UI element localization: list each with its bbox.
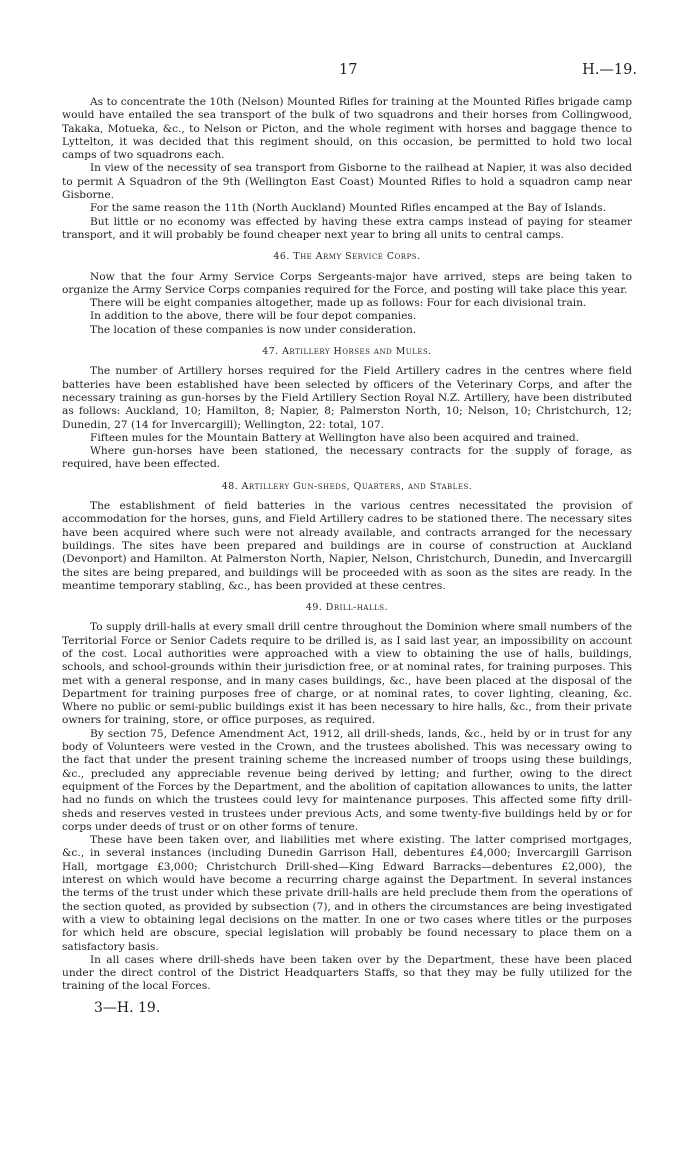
body-paragraph: As to concentrate the 10th (Nelson) Mounted Rifles for training at the Mounted Rifles brigade camp would have entailed the sea transport of the bulk of two squadrons and their horses from Collingwood, Takaka, Motueka, &c., to Nelson or Picton, and the whole regiment with horses and baggage thence to Lyttelton, it was decided that this regiment should, on this occasion, be permitted to hold two local camps of two squadrons each.	[62, 96, 632, 162]
section-heading: 48. Artillery Gun-sheds, Quarters, and Stables.	[221, 480, 473, 492]
body-paragraph: The location of these companies is now under consideration.	[90, 323, 417, 336]
body-paragraph: For the same reason the 11th (North Auckland) Mounted Rifles encamped at the Bay of Islands.	[90, 202, 607, 215]
sheet-mark: 3—H. 19.	[94, 999, 161, 1016]
body-paragraph: There will be eight companies altogether, made up as follows: Four for each divisional train.	[90, 297, 587, 310]
document-reference: H.—19.	[582, 62, 637, 78]
document-page	[62, 62, 637, 1016]
body-paragraph: But little or no economy was effected by having these extra camps instead of paying for steamer transport, and it will probably be found cheaper next year to bring all units to central camps.	[62, 215, 632, 241]
document-body	[62, 96, 632, 994]
page-header	[62, 62, 637, 84]
section-heading: 46. The Army Service Corps.	[273, 251, 421, 263]
body-paragraph: In addition to the above, there will be four depot companies.	[90, 310, 417, 323]
body-paragraph: These have been taken over, and liabilities met where existing. The latter comprised mortgages, &c., in several instances (including Dunedin Garrison Hall, debentures £4,000; Invercargill Garrison Hall, mortgage £3,000; Christchurch Drill-shed—King Edward Barracks—debentures £2,000), the interest on which would have become a recurring charge against the Department. In several instances the terms of the trust under which these private drill-halls are held preclude them from the operations of the section quoted, as provided by subsection (7), and in others the circumstances are being investigated with a view to obtaining legal decisions on the matter. In one or two cases where titles or the purposes for which held are obscure, special legislation will probably be found necessary to place them on a satisfactory basis.	[62, 834, 632, 953]
body-paragraph: Now that the four Army Service Corps Sergeants-major have arrived, steps are being taken to organize the Army Service Corps companies required for the Force, and posting will take place this year.	[62, 270, 632, 296]
section-heading: 47. Artillery Horses and Mules.	[262, 346, 432, 358]
body-paragraph: Where gun-horses have been stationed, the necessary contracts for the supply of forage, as required, have been effected.	[62, 445, 632, 471]
body-paragraph: In view of the necessity of sea transport from Gisborne to the railhead at Napier, it was also decided to permit A Squadron of the 9th (Wellington East Coast) Mounted Rifles to hold a squadron camp near Gisborne.	[62, 162, 632, 202]
body-paragraph: To supply drill-halls at every small drill centre throughout the Dominion where small numbers of the Territorial Force or Senior Cadets require to be drilled is, as I said last year, an impossibility on account of the cost. Local authorities were approached with a view to obtaining the use of halls, buildings, schools, and school-grounds within their jurisdiction free, or at nominal rates, for training purposes. This met with a general response, and in many cases buildings, &c., have been placed at the disposal of the Department for training purposes free of charge, or at nominal rates, to cover lighting, cleaning, &c. Where no public or semi-public buildings exist it has been necessary to hire halls, &c., from their private owners for training, store, or office purposes, as required.	[62, 621, 632, 727]
section-heading: 49. Drill-halls.	[305, 602, 389, 614]
body-paragraph: In all cases where drill-sheds have been taken over by the Department, these have been placed under the direct control of the District Headquarters Staffs, so that they may be fully utilized for the training of the local Forces.	[62, 953, 632, 993]
body-paragraph: Fifteen mules for the Mountain Battery at Wellington have also been acquired and trained.	[90, 431, 580, 444]
page-number: 17	[339, 62, 358, 78]
body-paragraph: The number of Artillery horses required for the Field Artillery cadres in the centres where field batteries have been established have been selected by officers of the Veterinary Corps, and after the necessary training as gun-horses by the Field Artillery Section Royal N.Z. Artillery, have been distributed as follows: Auckland, 10; Hamilton, 8; Napier, 8; Palmerston North, 10; Nelson, 10; Christchurch, 12; Dunedin, 27 (14 for Invercargill); Wellington, 22: total, 107.	[62, 365, 632, 431]
body-paragraph: The establishment of field batteries in the various centres necessitated the provision of accommodation for the horses, guns, and Field Artillery cadres to be stationed there. The necessary sites have been acquired where such were not already available, and contracts arranged for the necessary buildings. The sites have been prepared and buildings are in course of construction at Auckland (Devonport) and Hamilton. At Palmerston North, Napier, Nelson, Christchurch, Dunedin, and Invercargill the sites are being prepared, and buildings will be proceeded with as soon as the sites are ready. In the meantime temporary stabling, &c., has been provided at these centres.	[62, 500, 632, 592]
body-paragraph: By section 75, Defence Amendment Act, 1912, all drill-sheds, lands, &c., held by or in trust for any body of Volunteers were vested in the Crown, and the trustees abolished. This was necessary owing to the fact that under the present training scheme the increased number of troops using these buildings, &c., precluded any appreciable revenue being derived by letting; and further, owing to the direct equipment of the Forces by the Department, and the abolition of capitation allowances to units, the latter had no funds on which the trustees could levy for maintenance purposes. This affected some fifty drill-sheds and reserves vested in trustees under previous Acts, and some twenty-five buildings held by or for corps under deeds of trust or on other forms of tenure.	[62, 727, 632, 833]
